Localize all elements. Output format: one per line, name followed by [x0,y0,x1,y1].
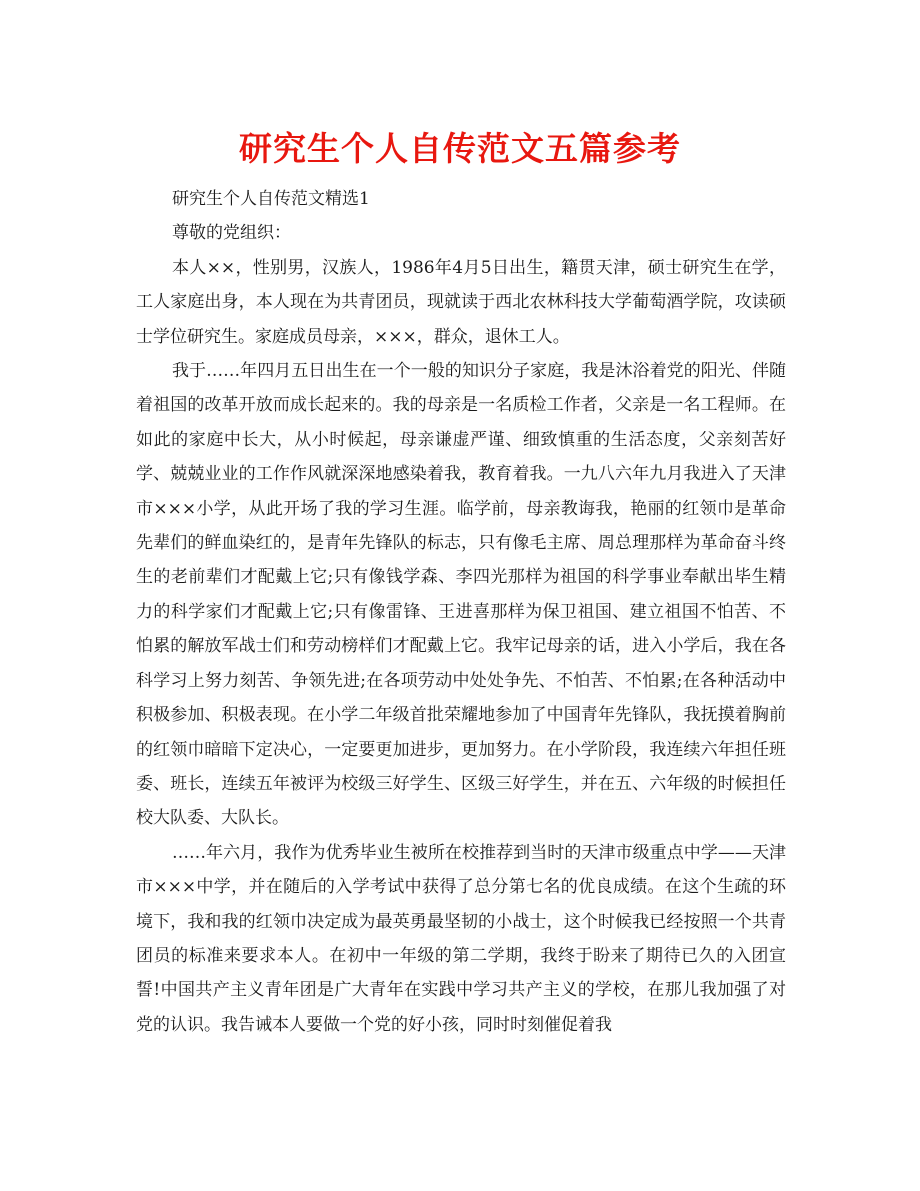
section-heading: 研究生个人自传范文精选1 [172,189,370,209]
document-body [136,182,786,1042]
paragraph-childhood: 我于……年四月五日出生在一个一般的知识分子家庭，我是沐浴着党的阳光、伴随着祖国的改革开放而成长起来的。我的母亲是一名质检工作者，父亲是一名工程师。在如此的家庭中长大，从小时候起，母亲谦虚严谨、细致慎重的生活态度，父亲刻苦好学、兢兢业业的工作作风就深深地感染着我，教育着我。一九八六年九月我进入了天津市×××小学，从此开场了我的学习生涯。临学前，母亲教诲我，艳丽的红领巾是革命先辈们的鲜血染红的，是青年先锋队的标志，只有像毛主席、周总理那样为革命奋斗终生的老前辈们才配戴上它;只有像钱学森、李四光那样为祖国的科学事业奉献出毕生精力的科学家们才配戴上它;只有像雷锋、王进喜那样为保卫祖国、建立祖国不怕苦、不怕累的解放军战士们和劳动榜样们才配戴上它。我牢记母亲的话，进入小学后，我在各科学习上努力刻苦、争领先进;在各项劳动中处处争先、不怕苦、不怕累;在各种活动中积极参加、积极表现。在小学二年级首批荣耀地参加了中国青年先锋队，我抚摸着胸前的红领巾暗暗下定决心，一定要更加进步，更加努力。在小学阶段，我连续六年担任班委、班长，连续五年被评为校级三好学生、区级三好学生，并在五、六年级的时候担任校大队委、大队长。 [136,361,786,829]
salutation: 尊敬的党组织： [172,223,291,244]
paragraph-personal-info: 本人××，性别男，汉族人，1986年4月5日出生，籍贯天津，硕士研究生在学，工人家庭出身，本人现在为共青团员，现就读于西北农林科技大学葡萄酒学院，攻读硕士学位研究生。家庭成员母亲，×××，群众，退休工人。 [136,257,786,347]
paragraph-middle-school: ……年六月，我作为优秀毕业生被所在校推荐到当时的天津市级重点中学——天津市×××中学，并在随后的入学考试中获得了总分第七名的优良成绩。在这个生疏的环境下，我和我的红领巾决定成为最英勇最坚韧的小战士，这个时候我已经按照一个共青团员的标准来要求本人。在初中一年级的第二学期，我终于盼来了期待已久的入团宣誓!中国共产主义青年团是广大青年在实践中学习共产主义的学校，在那儿我加强了对党的认识。我告诫本人要做一个党的好小孩，同时时刻催促着我 [136,842,786,1035]
document-title: 研究生个人自传范文五篇参考 [239,129,681,168]
